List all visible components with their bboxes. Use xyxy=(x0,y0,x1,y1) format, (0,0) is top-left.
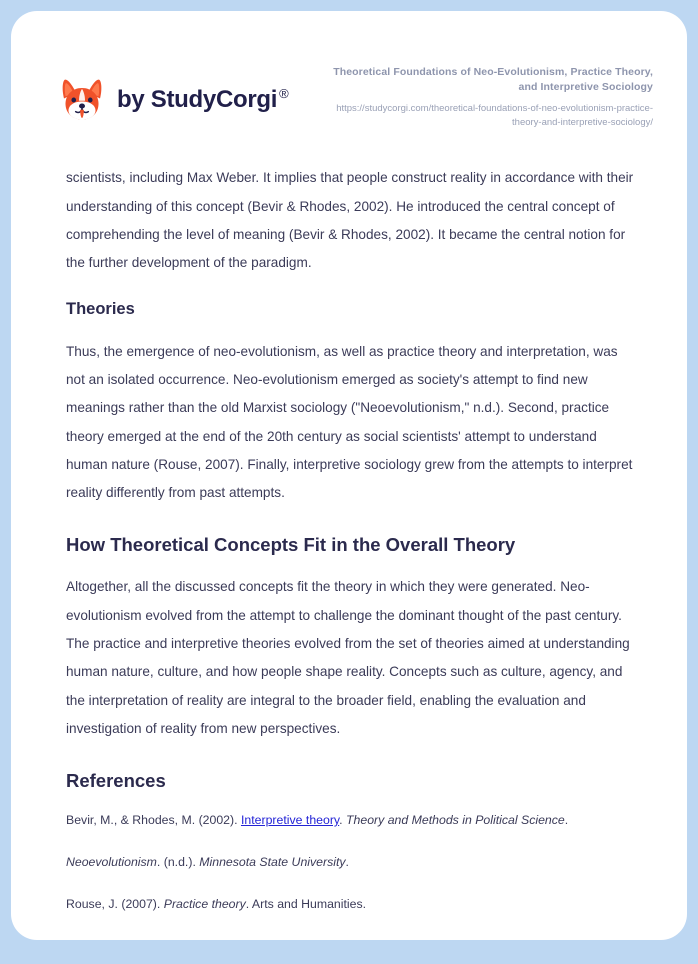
reference-source-title: Theory and Methods in Political Science xyxy=(346,813,565,828)
section-heading-how-concepts-fit: How Theoretical Concepts Fit in the Overall Theory xyxy=(66,534,516,556)
reference-item-rouse xyxy=(66,893,640,917)
reference-source-title: Minnesota State University xyxy=(199,855,346,870)
brand-name-text: by StudyCorgi xyxy=(117,86,278,113)
reference-item-bevir-rhodes xyxy=(66,809,640,833)
reference-link-interpretive-theory[interactable]: Interpretive theory xyxy=(240,813,340,828)
reference-middle: . Arts and Humanities. xyxy=(245,897,367,912)
registered-trademark-icon: ® xyxy=(279,86,289,101)
section-paragraph-theories: Thus, the emergence of neo-evolutionism, as well as practice theory and interpretation, was not an isolated occurrence. Neo-evolutionism emerged as society's attempt to find new meanings rather than the old Marxist sociology ("Neoevolutionism," n.d.). Second, practice theory emerged at the end of the 20th century as social scientists' attempt to understand human nature (Rouse, 2007). Finally, interpretive sociology grew from the attempts to interpret reality differently from past attempts. xyxy=(66,343,633,501)
brand-lockup xyxy=(58,62,288,124)
document-page-card xyxy=(11,11,687,940)
reference-separator: . xyxy=(339,813,347,828)
document-body xyxy=(11,164,687,917)
reference-tail: . xyxy=(345,855,349,870)
document-title: Theoretical Foundations of Neo-Evolutionism, Practice Theory, and Interpretive Sociology xyxy=(333,66,653,93)
document-source-url[interactable]: https://studycorgi.com/theoretical-foundations-of-neo-evolutionism-practice-theory-and-interpretive-sociology/ xyxy=(336,102,653,129)
reference-author-year: Rouse, J. (2007). xyxy=(66,897,164,912)
header-meta xyxy=(317,62,653,130)
section-paragraph-how-concepts-fit: Altogether, all the discussed concepts fit the theory in which they were generated. Neo-evolutionism evolved from the attempt to challenge the dominant thought of the past century. The practice and interpretive theories evolved from the set of theories aimed at understanding human nature, culture, and how people shape reality. Concepts such as culture, agency, and the interpretation of reality are integral to the broader field, enabling the evaluation and investigation of reality from new perspectives. xyxy=(66,579,630,736)
reference-work-title: Practice theory xyxy=(163,897,246,912)
section-heading-references: References xyxy=(66,770,166,792)
document-header xyxy=(11,11,687,130)
intro-paragraph: scientists, including Max Weber. It implies that people construct reality in accordance with their understanding of this concept (Bevir & Rhodes, 2002). He introduced the central concept of comprehending the level of meaning (Bevir & Rhodes, 2002). It became the central notion for the further development of the paradigm. xyxy=(66,170,634,271)
reference-middle: . (n.d.). xyxy=(156,855,200,870)
references-list xyxy=(66,809,640,917)
reference-tail: . xyxy=(564,813,569,828)
reference-item-neoevolutionism xyxy=(66,851,640,875)
section-heading-theories: Theories xyxy=(66,300,135,319)
brand-name xyxy=(117,86,288,114)
reference-work-title: Neoevolutionism xyxy=(66,855,157,870)
corgi-mascot-icon xyxy=(58,76,106,124)
reference-author-year: Bevir, M., & Rhodes, M. (2002). xyxy=(66,813,241,828)
